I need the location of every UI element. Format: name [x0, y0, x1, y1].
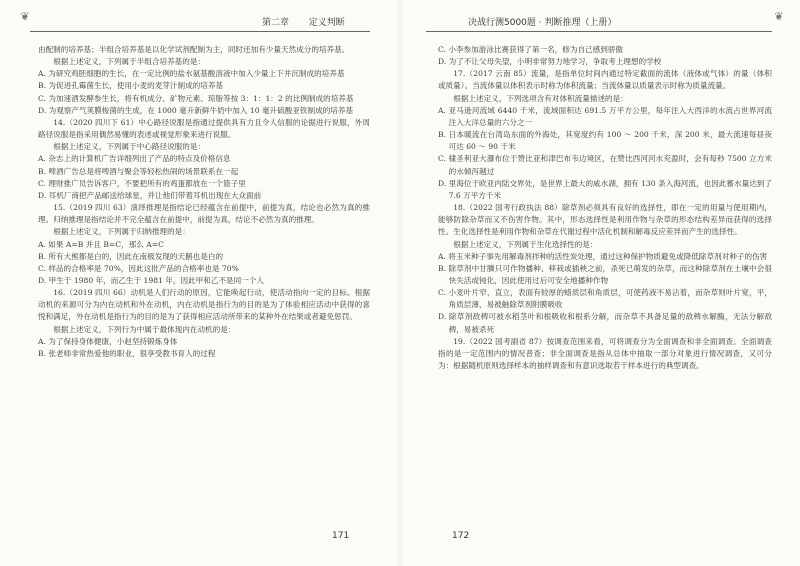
answer-option: C. 小李参加游泳比赛获得了第一名，修为自己感到骄傲	[438, 45, 624, 54]
answer-option: D. 里海位于欧亚内陆交界处，是世界上最大的咸水湖，拥有 130 条入海河流，也因此蓄水量达到了 7.6 万平方千米	[438, 178, 772, 200]
answer-option: C. 小麦叶片窄，直立，表面有较厚的蜡质层和角质层，可使药液不易沾着，而杂草则叶片宽，平，角质层薄，易被触除草剂附膜吸收	[438, 288, 772, 310]
answer-option: B. 日本暖流在台湾岛东面的外海处，其宽度约有 100 ～ 200 千米，深 200 米，最大流速每昼夜可达 60 ～ 90 千米	[438, 130, 772, 152]
leaf-ornament-icon: ❦	[20, 10, 30, 23]
paragraph: 18.（2022 国考行政执法 88）除草剂必须具有良好的选择性，即在一定的用量与使用期内，能够防除杂草而又不伤害作物。其中，形态选择性是利用作物与杂草的形态结构差异而获得的选择性。生化选择性是利用作物和杂草在代谢过程中活化机制和解毒反应差异而产生的选择性。	[438, 203, 772, 237]
answer-option: C. 棣圣利亚大瀑布位于赞比亚和津巴布韦边境区，在赞比西河河水充盈时，会有每秒 7500 立方米的水倾泻越过	[438, 154, 772, 176]
leaf-ornament-icon: ❦	[774, 10, 784, 23]
paragraph: 14.（2020 四川下 61）中心路径说服是指通过提供具有力且令人信服的论据进行说服，外周路径说服是指采用偶然易懂的表述或视觉形象来进行说服。	[38, 117, 370, 140]
paragraph: 根据上述定义，下列属于归纳推理的是：	[53, 227, 190, 237]
answer-option: B. 除草剂中甘膦只可作物播种、移栽或插秧之前，杀死已萌发的杂草，而这种除草剂在土壤中会很快失活或钝化，因此使用过后可安全地播种作物	[438, 263, 772, 285]
left-page	[0, 0, 398, 566]
right-page	[402, 0, 800, 566]
answer-option: B. 啤酒广告总是将啤酒与聚会等轻松热闹的场景联系在一起	[38, 166, 239, 176]
answer-option: C. 理财推广员告诉客户，不要把所有的鸡蛋都放在一个篮子里	[38, 178, 246, 188]
header-chapter: 第二章	[262, 18, 290, 28]
page-number: 172	[452, 531, 470, 541]
answer-option: A. 如果 A=B 并且 B=C，那么 A=C	[38, 239, 164, 249]
left-page-body	[38, 44, 370, 360]
right-page-body	[438, 44, 772, 372]
header-rule	[30, 31, 370, 32]
right-page-header	[468, 14, 617, 32]
answer-option: D. 除草剂敌稗可被水稻茎叶和根吸收和根系分解，而杂草不具备足量的敌稗水解酶，无法分解敌稗，易被杀死	[438, 312, 772, 334]
answer-option: B. 所有大熊都是白的，因此在南极发现的天鹅也是白的	[38, 251, 224, 261]
paragraph: 17.（2017 云南 85）流量，是指单位时间内通过特定截面的流体（液体或气体）的量（体积或质量）。当流体量以体积表示时称为体积流量；当流体量以质量表示时称为质量流量。	[438, 69, 772, 91]
paragraph: 根据上述定义，下列选项含有对体积流量描述的是：	[453, 93, 628, 103]
answer-option: A. 亚马逊河流域 6440 千米，流域面积达 691.5 万平方公里，每年注入大西洋的水流占世界河流注入大洋总量的六分之一	[438, 105, 772, 127]
answer-option: A. 为研究鸡胚细胞的生长，在一定比例的盐水氨基酸溶液中加入少量上下井沉制成的培养基	[38, 69, 345, 79]
paragraph: 19.（2022 国考副省 87）按调查范围来看，可将调查分为全面调查和非全面调查。全面调查指的是一定范围内的情况普查；非全面调查是指从总体中抽取一部分对象进行情况调查，又可分为：根据随机原则选择样本的抽样调查和有意识选取若干样本进行的典型调查。	[438, 336, 772, 371]
paragraph: 根据上述定义，下列属于生化选择性的是：	[453, 239, 598, 249]
answer-option: B. 张老师非常热爱他的职业，很享受教书育人的过程	[38, 348, 216, 358]
answer-option: D. 为了不让父母失望，小明非常努力地学习，争取考上理想的学校	[438, 57, 662, 67]
paragraph: 15.（2019 四川 63）演绎推理是指结论已经蕴含在前提中，前提为真，结论也必然为真的推理。归纳推理是指结论并不完全蕴含在前提中，前提为真，结论不必然为真的推理。	[38, 203, 370, 225]
header-title: 定义判断	[308, 18, 345, 28]
paragraph: 根据上述定义，下列属于半组合培养基的是：	[53, 57, 206, 67]
answer-option: D. 甲生于 1980 年，而乙生于 1981 年，因此甲和乙不是同一个人	[38, 275, 265, 285]
left-page-header	[262, 14, 345, 32]
header-rule	[426, 31, 772, 32]
answer-option: D. 耳机厂商把产品邮送给球星，并让他们带着耳机出现在大众面前	[38, 190, 262, 200]
paragraph: 根据上述定义，下列行为中属于最体现内在动机的是：	[53, 324, 236, 334]
answer-option: A. 杂志上的计算机广告详细列出了产品的特点及价格信息	[38, 154, 231, 164]
header-title: 决战行测5000题 · 判断推理（上册）	[468, 18, 617, 28]
paragraph: 16.（2019 四川 66）动机是人们行动的原因，它能唤起行动，使活动指向一定的目标。根据动机的来源可分为内在动机和外在动机，内在动机是指行为的目的是为了体验相应活动中获得的喜悦和满足，外在动机是指行为的目的是为了获得相应活动所带来的某种外在结果或者避免惩罚。	[38, 288, 370, 322]
answer-option: B. 为促进孔霉菌生长，使用小麦的麦芽汁制成的培养基	[38, 81, 224, 91]
answer-option: A. 将玉米种子事先用解毒剂拌种的活性炭处理，通过这种保护物质避免或降低除草剂对种子的伤害	[438, 251, 768, 261]
answer-option: C. 为加速酒发酵参生长，将有机成分、矿物元素、琼脂等按 3：1：1：2 的比例制成的培养基	[38, 93, 354, 103]
paragraph: 根据上述定义，下列属于中心路径说服的是：	[53, 142, 206, 152]
answer-option: D. 为观察产气荚膜梭菌的生成，在 1000 毫升新鲜牛奶中加入 10 毫升硫酸亚铁制成的培养基	[38, 105, 354, 115]
paragraph: 由配制的培养基；半组合培养基是以化学试剂配制为主，同时还加有少量天然成分的培养基。	[38, 45, 350, 54]
answer-option: A. 为了保持身体健康，小赵坚持锻炼身体	[38, 336, 178, 346]
answer-option: C. 样品的合格率是 70%，因此这批产品的合格率也是 70%	[38, 263, 239, 273]
page-number: 171	[332, 531, 350, 541]
